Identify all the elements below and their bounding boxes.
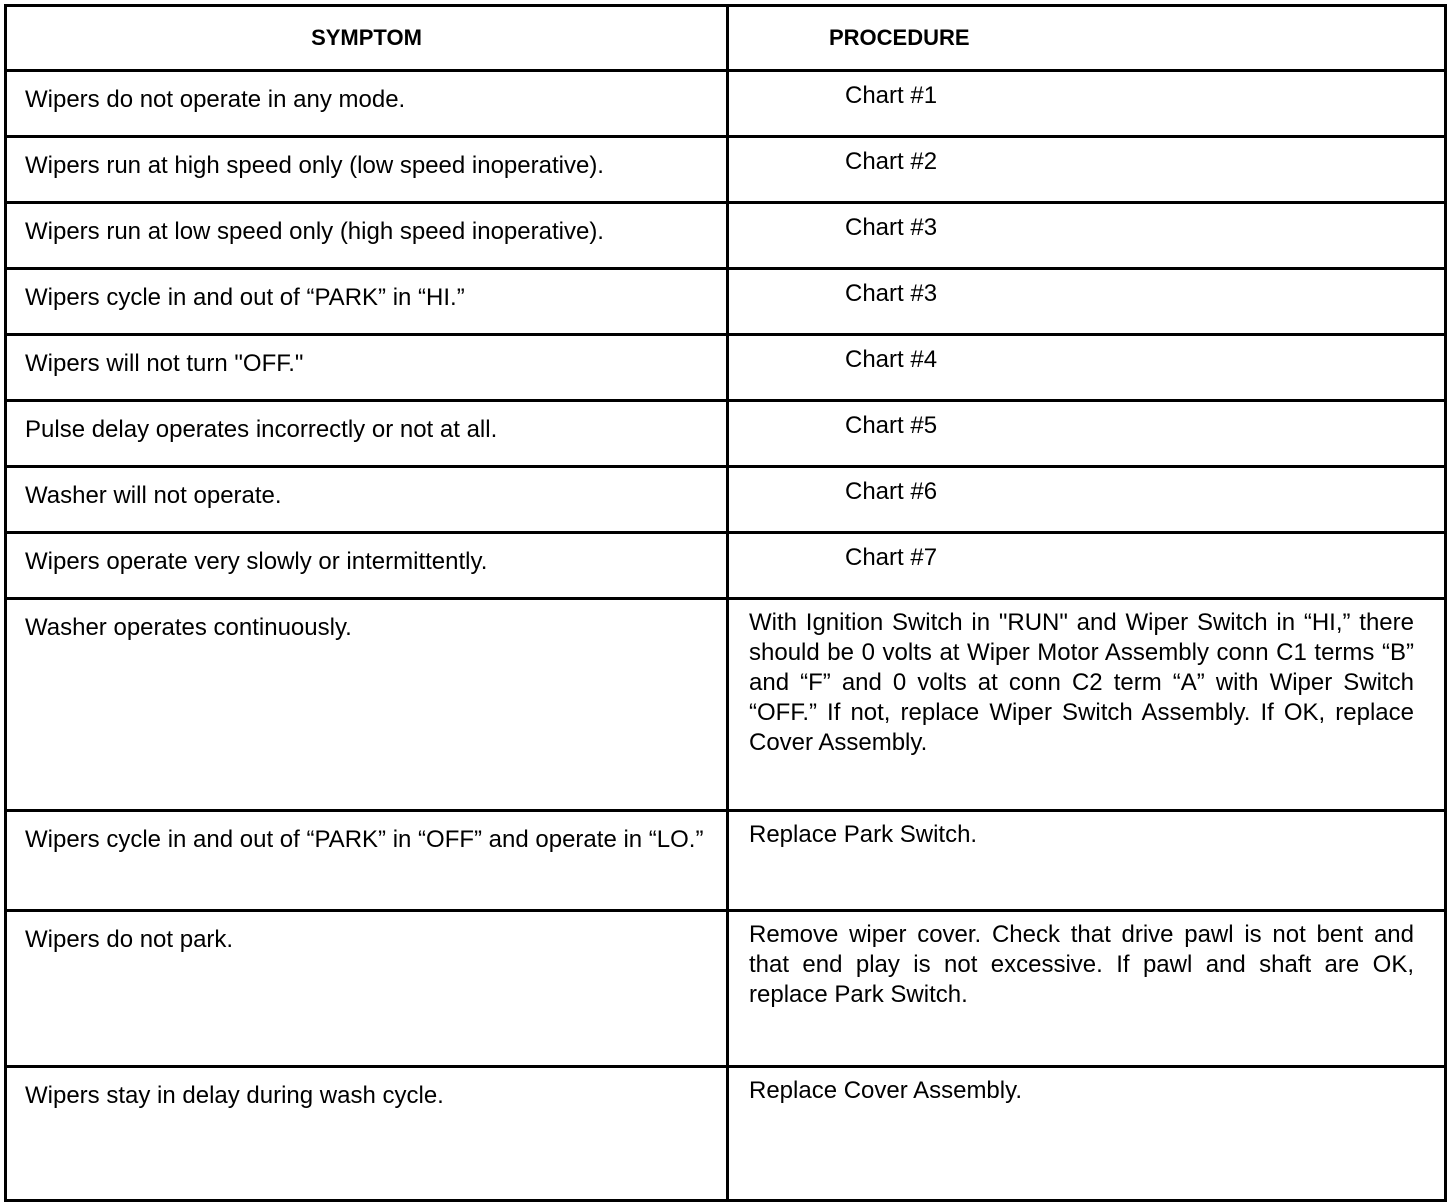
symptom-cell: Washer operates continuously.: [6, 599, 728, 811]
procedure-cell: Replace Cover Assembly.: [728, 1067, 1446, 1201]
symptom-cell: Wipers cycle in and out of “PARK” in “OFF” and operate in “LO.”: [6, 811, 728, 911]
table-row: [6, 911, 1446, 1067]
symptom-cell: Wipers run at high speed only (low speed inoperative).: [6, 137, 728, 203]
table-row: [6, 203, 1446, 269]
procedure-cell: With Ignition Switch in "RUN" and Wiper Switch in “HI,” there should be 0 volts at Wiper Motor Assembly conn C1 terms “B” and “F” and 0 volts at conn C2 term “A” with Wiper Switch “OFF.” If not, replace Wiper Switch Assembly. If OK, replace Cover Assembly.: [728, 599, 1446, 811]
table-row: [6, 467, 1446, 533]
table-row: [6, 533, 1446, 599]
procedure-cell: Chart #3: [728, 269, 1446, 335]
table-row: [6, 811, 1446, 911]
symptom-procedure-table: [4, 4, 1447, 1202]
table-header-row: [6, 6, 1446, 71]
symptom-cell: Pulse delay operates incorrectly or not at all.: [6, 401, 728, 467]
symptom-cell: Wipers do not park.: [6, 911, 728, 1067]
table-row: [6, 401, 1446, 467]
symptom-cell: Wipers do not operate in any mode.: [6, 71, 728, 137]
symptom-header: SYMPTOM: [6, 6, 728, 71]
symptom-cell: Wipers operate very slowly or intermittently.: [6, 533, 728, 599]
procedure-cell: Chart #6: [728, 467, 1446, 533]
table-row: [6, 137, 1446, 203]
symptom-cell: Wipers cycle in and out of “PARK” in “HI.”: [6, 269, 728, 335]
symptom-cell: Wipers stay in delay during wash cycle.: [6, 1067, 728, 1201]
table-row: [6, 269, 1446, 335]
table-row: [6, 599, 1446, 811]
procedure-cell: Chart #1: [728, 71, 1446, 137]
symptom-procedure-table-container: [4, 4, 1444, 1109]
table-row: [6, 71, 1446, 137]
procedure-cell: Chart #4: [728, 335, 1446, 401]
procedure-cell: Replace Park Switch.: [728, 811, 1446, 911]
table-row: [6, 1067, 1446, 1201]
procedure-header: PROCEDURE: [728, 6, 1446, 71]
procedure-cell: Chart #3: [728, 203, 1446, 269]
symptom-cell: Wipers run at low speed only (high speed inoperative).: [6, 203, 728, 269]
symptom-cell: Washer will not operate.: [6, 467, 728, 533]
procedure-cell: Chart #2: [728, 137, 1446, 203]
procedure-cell: Remove wiper cover. Check that drive pawl is not bent and that end play is not excessive. If pawl and shaft are OK, replace Park Switch.: [728, 911, 1446, 1067]
procedure-cell: Chart #7: [728, 533, 1446, 599]
procedure-cell: Chart #5: [728, 401, 1446, 467]
table-row: [6, 335, 1446, 401]
symptom-cell: Wipers will not turn "OFF.": [6, 335, 728, 401]
